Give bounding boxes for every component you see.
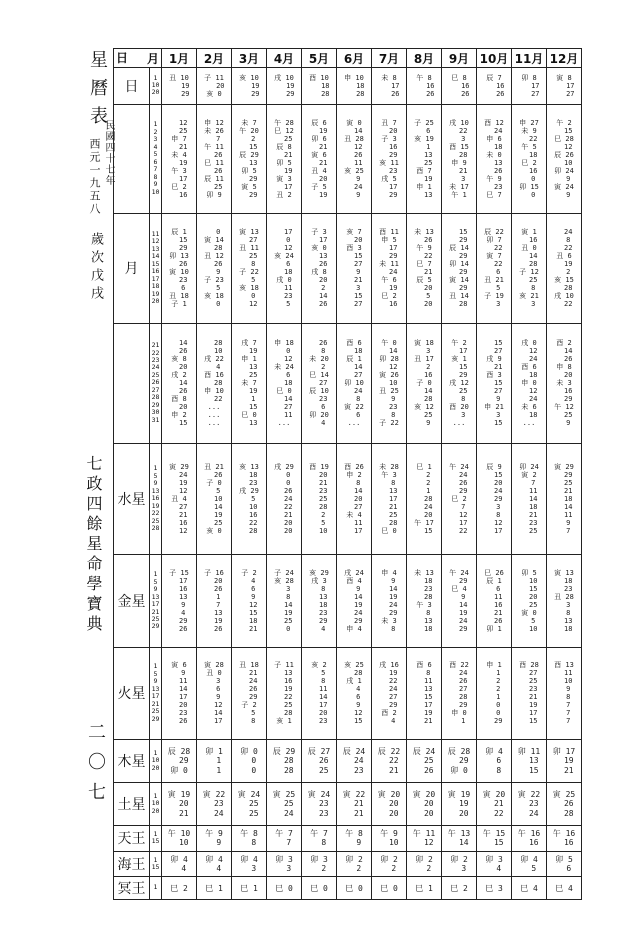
table-cell: 酉 6 18 辰 1 14 27 卯 10 24 8 寅 22 6 ... bbox=[337, 323, 372, 443]
table-cell: 申 27 未 9 22 午 5 18 巳 2 16 0 卯 15 0 bbox=[512, 104, 547, 214]
table-cell: 寅 19 19 20 bbox=[442, 782, 477, 825]
corner-month-label: 月 bbox=[146, 52, 159, 66]
table-cell: 卯 4 6 8 bbox=[477, 740, 512, 783]
table-cell: 15 29 辰 14 29 卯 14 29 寅 14 29 丑 14 28 bbox=[442, 214, 477, 324]
row-label: 天王 bbox=[114, 825, 150, 851]
table-cell: 寅 18 3 丑 17 2 16 子 0 14 28 亥 12 25 9 bbox=[407, 323, 442, 443]
table-cell: 辰 22 卯 7 22 寅 7 22 6 丑 21 5 子 19 3 bbox=[477, 214, 512, 324]
table-cell: 辰 22 22 21 bbox=[372, 740, 407, 783]
table-cell: 亥 10 19 29 bbox=[232, 68, 267, 105]
year-minguo: 民國四十七年 bbox=[103, 120, 114, 186]
table-cell: 卯 2 3 bbox=[442, 851, 477, 877]
table-row bbox=[114, 877, 582, 900]
table-cell: 寅 8 17 27 bbox=[547, 68, 582, 105]
table-cell: 寅 13 18 23 丑 28 3 8 13 18 bbox=[547, 555, 582, 647]
month-header: 10月 bbox=[477, 49, 512, 68]
table-cell: 戌 10 19 29 bbox=[267, 68, 302, 105]
table-cell: 午 16 16 bbox=[512, 825, 547, 851]
table-cell: 卯 3 4 bbox=[477, 851, 512, 877]
row-label: 土星 bbox=[114, 782, 150, 825]
table-cell: 辰 27 26 25 bbox=[302, 740, 337, 783]
table-cell: 子 24 亥 28 3 8 14 19 25 0 bbox=[267, 555, 302, 647]
table-cell: 寅 24 25 25 bbox=[232, 782, 267, 825]
month-header: 9月 bbox=[442, 49, 477, 68]
table-cell: 巳 0 bbox=[337, 877, 372, 900]
table-cell: 午 10 10 bbox=[162, 825, 197, 851]
table-cell: 15 27 戌 9 21 酉 3 15 27 9 申 21 3 15 bbox=[477, 323, 512, 443]
table-cell: 巳 3 bbox=[477, 877, 512, 900]
table-cell: 巳 0 bbox=[267, 877, 302, 900]
table-cell: 未 28 午 3 8 13 17 21 25 28 巳 0 bbox=[372, 443, 407, 555]
table-cell: 丑 7 20 子 3 16 29 亥 11 23 戌 5 17 29 bbox=[372, 104, 407, 214]
page-title: 星曆表 bbox=[87, 50, 108, 134]
row-label: 木星 bbox=[114, 740, 150, 783]
month-header: 7月 bbox=[372, 49, 407, 68]
table-cell: 戌 10 22 3 酉 15 28 申 9 21 3 未 17 午 1 bbox=[442, 104, 477, 214]
table-cell: 申 10 18 28 bbox=[337, 68, 372, 105]
table-cell: 子 15 17 16 13 9 4 29 26 bbox=[162, 555, 197, 647]
corner-day-label: 日 bbox=[116, 51, 129, 65]
table-cell: 午 9 10 bbox=[372, 825, 407, 851]
table-cell: 17 0 12 亥 24 6 18 戌 0 11 23 5 bbox=[267, 214, 302, 324]
table-cell: 未 13 26 午 9 22 巳 7 21 辰 5 20 5 20 bbox=[407, 214, 442, 324]
month-header: 8月 bbox=[407, 49, 442, 68]
row-days: 1 15 bbox=[150, 825, 162, 851]
table-cell: 戌 7 19 申 1 13 25 未 7 19 1 15 巳 0 13 bbox=[232, 323, 267, 443]
table-row bbox=[114, 647, 582, 739]
table-body bbox=[114, 68, 582, 900]
table-cell: 卯 4 3 bbox=[232, 851, 267, 877]
table-cell: 午 2 17 亥 1 15 29 戌 12 25 8 酉 20 3 ... bbox=[442, 323, 477, 443]
table-cell: 辰 28 29 卯 0 bbox=[442, 740, 477, 783]
table-cell: 寅 19 20 21 bbox=[162, 782, 197, 825]
row-label bbox=[114, 323, 150, 443]
year-ganzhi: 歲次戊戌 bbox=[88, 232, 103, 304]
table-cell: 卯 2 2 bbox=[337, 851, 372, 877]
table-cell: 辰 29 28 28 bbox=[267, 740, 302, 783]
table-cell: 巳 8 16 26 bbox=[442, 68, 477, 105]
month-header: 12月 bbox=[547, 49, 582, 68]
table-cell: 未 7 午 20 2 15 辰 29 13 卯 5 29 寅 5 29 bbox=[232, 104, 267, 214]
table-cell: 卯 4 5 bbox=[512, 851, 547, 877]
table-cell: 酉 2 14 26 申 8 20 未 3 16 29 午 12 25 9 bbox=[547, 323, 582, 443]
table-cell: 寅 22 23 24 bbox=[197, 782, 232, 825]
table-cell: 辰 9 15 20 24 29 3 8 12 17 bbox=[477, 443, 512, 555]
row-days: 11 12 13 14 15 16 17 18 19 20 bbox=[150, 214, 162, 324]
table-cell: 巳 1 2 2 1 28 24 20 午 17 15 bbox=[407, 443, 442, 555]
table-cell: 26 8 未 20 2 巳 14 27 辰 10 23 6 卯 20 4 bbox=[302, 323, 337, 443]
row-days: 1 5 9 13 16 19 22 25 28 bbox=[150, 443, 162, 555]
table-cell: 午 13 14 bbox=[442, 825, 477, 851]
month-header: 11月 bbox=[512, 49, 547, 68]
table-cell: 寅 20 20 20 bbox=[407, 782, 442, 825]
table-row bbox=[114, 782, 582, 825]
table-row bbox=[114, 214, 582, 324]
table-cell: 酉 19 20 21 23 25 28 2 5 10 bbox=[302, 443, 337, 555]
table-cell: 卯 1 1 1 bbox=[197, 740, 232, 783]
table-cell: 寅 24 23 23 bbox=[302, 782, 337, 825]
table-cell: 子 2 4 6 9 12 15 18 21 bbox=[232, 555, 267, 647]
table-cell: 午 2 15 巳 28 12 辰 26 10 卯 24 9 寅 24 9 bbox=[547, 104, 582, 214]
row-days: 1 15 bbox=[150, 851, 162, 877]
table-cell: 卯 24 寅 2 7 11 14 18 21 23 25 bbox=[512, 443, 547, 555]
ephemeris-table bbox=[113, 48, 582, 900]
table-cell: 卯 0 0 0 bbox=[232, 740, 267, 783]
row-label: 火星 bbox=[114, 647, 150, 739]
row-days: 1 bbox=[150, 877, 162, 900]
header-corner bbox=[114, 49, 162, 68]
table-cell: 寅 29 24 19 12 丑 4 27 21 16 12 bbox=[162, 443, 197, 555]
table-cell: 28 10 戌 22 4 酉 16 28 申 10 22 ... ... ... bbox=[197, 323, 232, 443]
table-cell: 戌 24 酉 4 9 14 19 24 29 申 4 bbox=[337, 555, 372, 647]
table-cell: 午 24 24 26 29 巳 2 7 12 17 22 bbox=[442, 443, 477, 555]
table-cell: 卯 2 2 bbox=[372, 851, 407, 877]
table-cell: 申 4 9 14 19 24 29 未 3 8 bbox=[372, 555, 407, 647]
table-cell: 寅 22 21 21 bbox=[337, 782, 372, 825]
table-cell: 午 28 巳 12 25 辰 8 21 卯 5 19 寅 3 17 丑 2 bbox=[267, 104, 302, 214]
table-row bbox=[114, 740, 582, 783]
table-cell: 亥 2 5 8 11 14 17 20 23 bbox=[302, 647, 337, 739]
row-days: 21 22 23 24 25 26 27 28 29 30 31 bbox=[150, 323, 162, 443]
table-cell: 寅 0 14 丑 28 12 26 11 亥 25 9 24 9 bbox=[337, 104, 372, 214]
table-cell: 酉 13 11 10 9 8 7 7 7 bbox=[547, 647, 582, 739]
month-header: 5月 bbox=[302, 49, 337, 68]
table-cell: 酉 12 24 申 6 18 未 0 13 26 午 9 23 巳 7 bbox=[477, 104, 512, 214]
table-row bbox=[114, 443, 582, 555]
month-header: 2月 bbox=[197, 49, 232, 68]
table-cell: 辰 1 15 29 卯 13 26 寅 10 23 6 丑 18 子 1 bbox=[162, 214, 197, 324]
table-cell: 巳 4 bbox=[547, 877, 582, 900]
table-cell: 巳 0 bbox=[302, 877, 337, 900]
table-cell: 卯 5 10 15 20 25 寅 0 5 10 bbox=[512, 555, 547, 647]
table-cell: 戌 16 19 22 24 27 29 酉 2 4 bbox=[372, 647, 407, 739]
table-cell: 卯 11 13 15 bbox=[512, 740, 547, 783]
row-label: 海王 bbox=[114, 851, 150, 877]
table-cell: 酉 26 申 2 8 14 20 27 未 4 11 17 bbox=[337, 443, 372, 555]
table-cell: 14 26 亥 8 20 戌 2 14 26 酉 8 20 申 2 15 bbox=[162, 323, 197, 443]
table-cell: 卯 3 3 bbox=[267, 851, 302, 877]
row-label: 金星 bbox=[114, 555, 150, 647]
row-days: 1 10 20 bbox=[150, 740, 162, 783]
month-header: 6月 bbox=[337, 49, 372, 68]
table-cell: 卯 4 4 bbox=[162, 851, 197, 877]
table-cell: 午 7 8 bbox=[302, 825, 337, 851]
year-ad: 西元一九五八 bbox=[88, 138, 101, 216]
table-cell: 卯 17 19 21 bbox=[547, 740, 582, 783]
table-cell: 卯 4 4 bbox=[197, 851, 232, 877]
table-cell: 子 3 17 亥 0 13 26 戌 8 20 2 14 26 bbox=[302, 214, 337, 324]
table-cell: 巳 1 bbox=[197, 877, 232, 900]
month-header: 4月 bbox=[267, 49, 302, 68]
table-cell: 巳 1 bbox=[232, 877, 267, 900]
table-cell: 午 8 8 bbox=[232, 825, 267, 851]
table-cell: 巳 26 辰 1 6 11 16 21 26 卯 1 bbox=[477, 555, 512, 647]
row-label: 水星 bbox=[114, 443, 150, 555]
month-header: 3月 bbox=[232, 49, 267, 68]
table-cell: 寅 6 9 11 14 17 20 23 26 bbox=[162, 647, 197, 739]
table-cell: 寅 13 27 丑 11 25 8 子 22 5 亥 18 0 12 bbox=[232, 214, 267, 324]
table-cell: 未 8 17 26 bbox=[372, 68, 407, 105]
table-cell: 寅 25 25 24 bbox=[267, 782, 302, 825]
table-cell: 寅 28 丑 0 3 6 9 12 14 17 bbox=[197, 647, 232, 739]
table-cell: 午 7 7 bbox=[267, 825, 302, 851]
table-row bbox=[114, 323, 582, 443]
row-days: 1 5 9 13 17 21 25 29 bbox=[150, 555, 162, 647]
table-cell: 子 11 20 亥 0 bbox=[197, 68, 232, 105]
row-label: 月 bbox=[114, 214, 150, 324]
table-cell: 亥 25 28 戌 1 4 6 9 12 15 bbox=[337, 647, 372, 739]
table-cell: 巳 2 bbox=[442, 877, 477, 900]
table-cell: 酉 28 27 25 23 21 19 17 15 bbox=[512, 647, 547, 739]
table-cell: 寅 22 23 24 bbox=[512, 782, 547, 825]
table-cell: 申 18 0 12 未 24 6 18 巳 0 14 27 11 ... bbox=[267, 323, 302, 443]
table-cell: 辰 6 19 卯 6 21 寅 6 21 丑 4 20 子 5 19 bbox=[302, 104, 337, 214]
table-cell: 戌 0 12 24 酉 6 18 申 0 12 24 未 6 18 ... bbox=[512, 323, 547, 443]
table-cell: 巳 1 bbox=[407, 877, 442, 900]
table-cell: 午 24 29 巳 4 9 14 19 24 29 bbox=[442, 555, 477, 647]
table-cell: 午 8 9 bbox=[337, 825, 372, 851]
table-cell: 丑 21 26 子 0 5 10 14 19 25 亥 0 bbox=[197, 443, 232, 555]
table-cell: 子 25 6 亥 19 1 13 25 酉 7 19 申 1 13 bbox=[407, 104, 442, 214]
table-cell: 午 0 14 卯 28 12 寅 26 10 丑 25 9 23 8 子 22 bbox=[372, 323, 407, 443]
table-cell: 辰 24 24 23 bbox=[337, 740, 372, 783]
table-cell: 午 9 9 bbox=[197, 825, 232, 851]
table-cell: 亥 7 20 酉 3 15 27 9 21 3 15 27 bbox=[337, 214, 372, 324]
row-days: 1 2 3 4 5 6 7 8 9 10 bbox=[150, 104, 162, 214]
table-row bbox=[114, 555, 582, 647]
table-cell: 子 11 13 16 19 22 25 28 亥 1 bbox=[267, 647, 302, 739]
table-cell: 寅 20 20 20 bbox=[372, 782, 407, 825]
table-cell: 申 12 未 26 7 午 11 26 巳 11 26 辰 11 25 卯 9 bbox=[197, 104, 232, 214]
table-cell: 丑 18 21 24 26 29 子 2 5 8 bbox=[232, 647, 267, 739]
table-cell: 丑 10 19 29 bbox=[162, 68, 197, 105]
table-cell: 辰 24 25 26 bbox=[407, 740, 442, 783]
table-cell: 午 16 16 bbox=[547, 825, 582, 851]
table-cell: 巳 0 bbox=[372, 877, 407, 900]
header-row bbox=[114, 49, 582, 68]
table-cell: 酉 10 18 28 bbox=[302, 68, 337, 105]
month-header: 1月 bbox=[162, 49, 197, 68]
table-cell: 巳 4 bbox=[512, 877, 547, 900]
table-cell: 24 8 22 丑 6 19 2 亥 15 28 戌 10 22 bbox=[547, 214, 582, 324]
table-cell: 戌 29 0 0 26 24 22 21 20 20 bbox=[267, 443, 302, 555]
table-cell: 午 15 15 bbox=[477, 825, 512, 851]
table-cell: 寅 29 29 25 21 18 14 11 9 7 bbox=[547, 443, 582, 555]
table-cell: 12 25 申 7 21 未 4 19 午 3 17 巳 2 16 bbox=[162, 104, 197, 214]
book-title: 七政四餘星命學寶典 bbox=[84, 455, 103, 635]
table-cell: 寅 1 16 丑 0 14 28 子 12 25 8 亥 21 3 bbox=[512, 214, 547, 324]
table-cell: 0 寅 14 28 丑 12 26 9 子 23 5 亥 18 0 bbox=[197, 214, 232, 324]
table-cell: 酉 22 24 26 27 28 29 申 0 1 bbox=[442, 647, 477, 739]
table-cell: 酉 6 8 11 13 15 17 19 21 bbox=[407, 647, 442, 739]
table-cell: 子 16 20 26 1 7 13 19 26 bbox=[197, 555, 232, 647]
table-cell: 辰 7 16 26 bbox=[477, 68, 512, 105]
table-row bbox=[114, 104, 582, 214]
table-cell: 酉 11 申 5 17 29 未 11 24 午 6 19 巳 2 16 bbox=[372, 214, 407, 324]
row-label: 冥王 bbox=[114, 877, 150, 900]
table-cell: 卯 8 17 27 bbox=[512, 68, 547, 105]
table-cell: 巳 2 bbox=[162, 877, 197, 900]
page-number: 二〇七 bbox=[85, 722, 106, 812]
table-cell: 亥 29 戌 3 8 13 18 23 29 4 bbox=[302, 555, 337, 647]
row-days: 1 10 20 bbox=[150, 68, 162, 105]
row-label bbox=[114, 104, 150, 214]
table-cell: 卯 2 2 bbox=[407, 851, 442, 877]
table-row bbox=[114, 825, 582, 851]
table-cell: 卯 3 2 bbox=[302, 851, 337, 877]
table-cell: 午 8 16 26 bbox=[407, 68, 442, 105]
table-cell: 亥 13 18 23 戌 29 5 10 16 22 28 bbox=[232, 443, 267, 555]
table-cell: 午 11 12 bbox=[407, 825, 442, 851]
row-label: 日 bbox=[114, 68, 150, 105]
row-days: 1 5 9 13 17 21 25 29 bbox=[150, 647, 162, 739]
table-cell: 辰 28 29 卯 0 bbox=[162, 740, 197, 783]
table-cell: 申 1 1 2 2 1 0 0 29 bbox=[477, 647, 512, 739]
table-cell: 寅 25 26 28 bbox=[547, 782, 582, 825]
row-days: 1 10 20 bbox=[150, 782, 162, 825]
table-row bbox=[114, 851, 582, 877]
table-cell: 未 13 18 23 28 午 3 8 13 18 bbox=[407, 555, 442, 647]
table-row bbox=[114, 68, 582, 105]
table-cell: 寅 20 21 22 bbox=[477, 782, 512, 825]
table-cell: 卯 5 6 bbox=[547, 851, 582, 877]
